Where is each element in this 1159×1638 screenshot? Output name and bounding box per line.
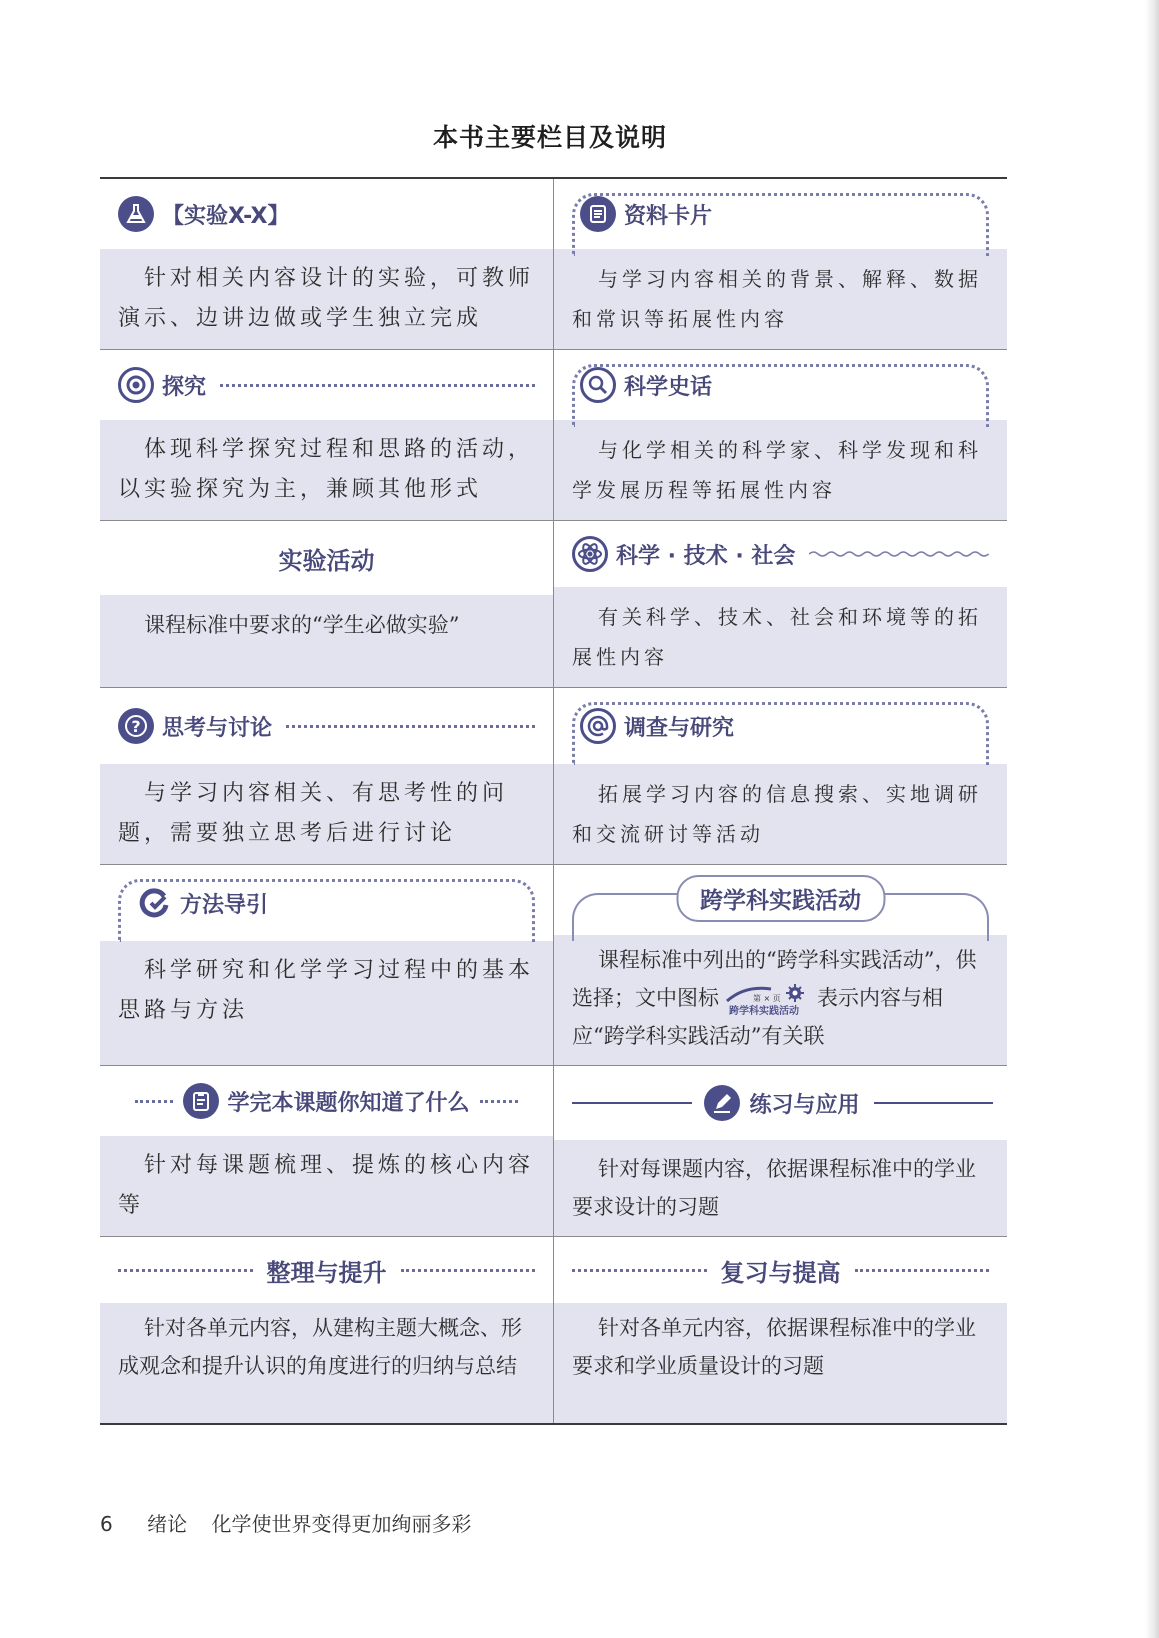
interdisciplinary-desc: 课程标准中列出的“跨学科实践活动”，供选择；文中图标 第 × 页 跨学科实践活动 表示内容与相应“跨学科实践活动”有关联 — [554, 935, 1007, 1065]
pencil-icon — [704, 1085, 740, 1121]
arrow-circle-icon — [136, 885, 172, 921]
chapter-label: 绪论 — [147, 1512, 188, 1536]
science-history-title: 科学史话 — [624, 374, 713, 400]
review-improve-desc: 针对各单元内容，依据课程标准中的学业要求和学业质量设计的习题 — [554, 1303, 1007, 1423]
sts-title: 科学 · 技术 · 社会 — [616, 543, 796, 569]
interdisciplinary-pill — [676, 875, 885, 922]
review-unit-desc: 针对各单元内容，从建构主题大概念、形成观念和提升认识的角度进行的归纳与总结 — [100, 1303, 553, 1423]
experiment-activity-title: 实验活动 — [278, 546, 375, 575]
page-footer — [100, 1508, 471, 1537]
cell-experiment-activity — [100, 521, 554, 687]
practice-desc: 针对每课题内容，依据课程标准中的学业要求设计的习题 — [554, 1140, 1007, 1236]
think-discuss-desc: 与学习内容相关、有思考性的问题，需要独立思考后进行讨论 — [100, 764, 553, 864]
page-title: 本书主要栏目及说明 — [432, 123, 667, 152]
solid-rule — [572, 1102, 692, 1104]
target-icon — [118, 367, 154, 403]
cell-data-card — [554, 179, 1007, 349]
dotted-rule — [118, 1269, 253, 1272]
table-row — [100, 521, 1007, 688]
survey-research-desc: 拓展学习内容的信息搜索、实地调研和交流研讨等活动 — [554, 764, 1007, 864]
dotted-rule — [286, 725, 535, 728]
flask-icon — [118, 196, 154, 232]
svg-text:?: ? — [131, 717, 141, 736]
column-table — [100, 177, 1007, 1425]
chapter-title: 化学使世界变得更加绚丽多彩 — [211, 1512, 472, 1536]
review-unit-title: 整理与提升 — [266, 1258, 387, 1287]
sts-desc: 有关科学、技术、社会和环境等的拓展性内容 — [554, 587, 1007, 687]
cell-interdisciplinary — [554, 865, 1007, 1065]
table-row — [100, 1066, 1007, 1237]
atom-icon — [572, 536, 608, 572]
wavy-rule — [809, 550, 989, 558]
svg-text:跨学科实践活动: 跨学科实践活动 — [729, 1005, 799, 1017]
clipboard-icon — [183, 1083, 219, 1119]
cell-survey-research — [554, 688, 1007, 864]
cell-inquiry — [100, 350, 554, 520]
cell-review-unit — [100, 1237, 554, 1423]
method-guide-title: 方法导引 — [180, 892, 269, 918]
dotted-rule — [135, 1100, 173, 1103]
experiment-title: 【实验X-X】 — [162, 203, 290, 229]
summary-title: 学完本课题你知道了什么 — [227, 1090, 470, 1116]
practice-title: 练习与应用 — [749, 1092, 860, 1118]
document-icon — [580, 196, 616, 232]
survey-research-title: 调查与研究 — [624, 715, 735, 741]
data-card-desc: 与学习内容相关的背景、解释、数据和常识等拓展性内容 — [554, 249, 1007, 349]
cell-summary — [100, 1066, 554, 1236]
data-card-title: 资料卡片 — [624, 203, 713, 229]
cell-practice — [554, 1066, 1007, 1236]
table-row — [100, 688, 1007, 865]
svg-text:第 × 页: 第 × 页 — [753, 993, 781, 1003]
think-discuss-title: 思考与讨论 — [162, 715, 273, 741]
cell-think-discuss — [100, 688, 554, 864]
dotted-rule — [480, 1100, 518, 1103]
interdisciplinary-mini-icon — [725, 983, 811, 1017]
dotted-rule — [855, 1269, 990, 1272]
at-icon — [580, 708, 616, 744]
question-icon — [118, 708, 154, 744]
cell-review-improve — [554, 1237, 1007, 1423]
interdisciplinary-title: 跨学科实践活动 — [700, 888, 861, 914]
inquiry-desc: 体现科学探究过程和思路的活动，以实验探究为主，兼顾其他形式 — [100, 420, 553, 520]
table-row — [100, 350, 1007, 521]
magnifier-icon — [580, 367, 616, 403]
cell-experiment — [100, 179, 554, 349]
page-number: 6 — [100, 1512, 113, 1536]
dotted-rule — [401, 1269, 536, 1272]
cell-sts — [554, 521, 1007, 687]
experiment-desc: 针对相关内容设计的实验，可教师演示、边讲边做或学生独立完成 — [100, 249, 553, 349]
dotted-rule — [572, 1269, 707, 1272]
dotted-rule — [220, 384, 535, 387]
review-improve-title: 复习与提高 — [720, 1258, 841, 1287]
table-row — [100, 179, 1007, 350]
experiment-activity-desc: 课程标准中要求的“学生必做实验” — [100, 595, 553, 687]
table-row — [100, 865, 1007, 1066]
inquiry-title: 探究 — [162, 374, 207, 400]
table-row — [100, 1237, 1007, 1423]
page-edge-shadow — [1145, 0, 1159, 1638]
summary-desc: 针对每课题梳理、提炼的核心内容等 — [100, 1136, 553, 1236]
method-guide-desc: 科学研究和化学学习过程中的基本思路与方法 — [100, 941, 553, 1065]
cell-method-guide — [100, 865, 554, 1065]
science-history-desc: 与化学相关的科学家、科学发现和科学发展历程等拓展性内容 — [554, 420, 1007, 520]
solid-rule — [874, 1102, 994, 1104]
cell-science-history — [554, 350, 1007, 520]
